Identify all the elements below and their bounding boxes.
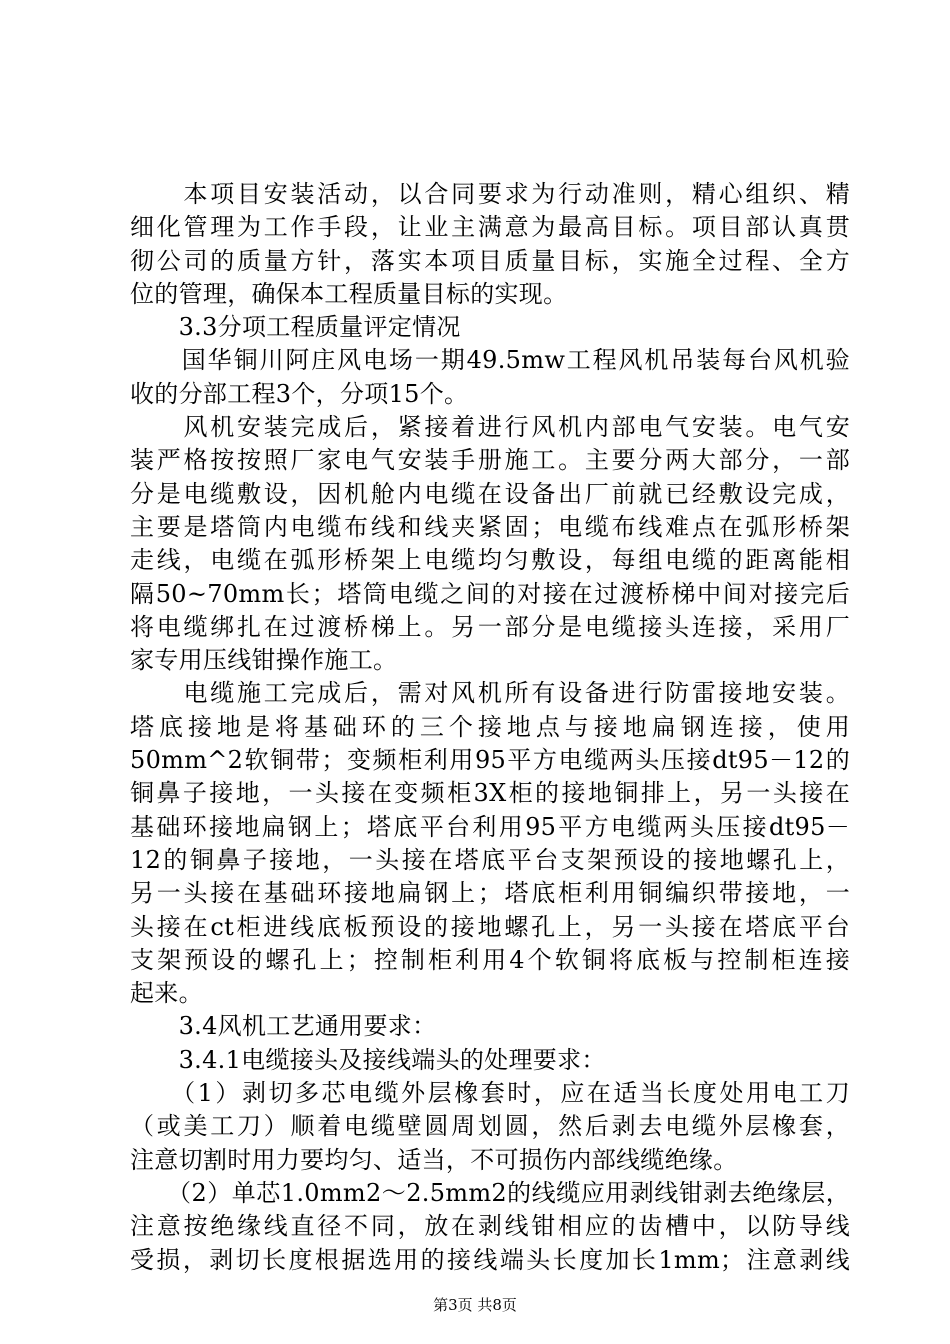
text-line: 3.4风机工艺通用要求：	[130, 1012, 437, 1041]
text-line: 主要是塔筒内电缆布线和线夹紧固；电缆布线难点在弧形桥架	[130, 512, 850, 541]
text-line: （1）剥切多芯电缆外层橡套时，应在适当长度处用电工刀	[130, 1079, 850, 1108]
text-line: 风机安装完成后，紧接着进行风机内部电气安装。电气安	[130, 413, 850, 442]
text-line: 国华铜川阿庄风电场一期49.5mw工程风机吊装每台风机验	[130, 346, 850, 375]
text-line: 注意切割时用力要均匀、适当，不可损伤内部线缆绝缘。	[130, 1145, 738, 1174]
text-line: 走线，电缆在弧形桥架上电缆均匀敷设，每组电缆的距离能相	[130, 546, 850, 575]
text-line: 另一头接在基础环接地扁钢上；塔底柜利用铜编织带接地，一	[130, 879, 850, 908]
text-line: 基础环接地扁钢上；塔底平台利用95平方电缆两头压接dt95－	[130, 812, 850, 841]
text-line: 12的铜鼻子接地，一头接在塔底平台支架预设的接地螺孔上，	[130, 845, 850, 874]
text-line: 彻公司的质量方针，落实本项目质量目标，实施全过程、全方	[130, 246, 850, 275]
document-body	[130, 178, 850, 1277]
text-line: 位的管理，确保本工程质量目标的实现。	[130, 279, 568, 308]
text-line: 分是电缆敷设，因机舱内电缆在设备出厂前就已经敷设完成，	[130, 479, 850, 508]
text-line: 本项目安装活动，以合同要求为行动准则，精心组织、精	[130, 180, 850, 208]
page-footer	[0, 1295, 950, 1315]
text-line: 隔50~70mm长；塔筒电缆之间的对接在过渡桥梯中间对接完后	[130, 579, 850, 608]
text-line: 电缆施工完成后，需对风机所有设备进行防雷接地安装。	[130, 679, 850, 708]
text-line: 将电缆绑扎在过渡桥梯上。另一部分是电缆接头连接，采用厂	[130, 612, 850, 641]
text-line: 3.3分项工程质量评定情况	[130, 313, 461, 342]
text-line: 收的分部工程3个，分项15个。	[130, 379, 469, 408]
text-line: 支架预设的螺孔上；控制柜利用4个软铜将底板与控制柜连接	[130, 945, 850, 974]
text-line: 头接在ct柜进线底板预设的接地螺孔上，另一头接在塔底平台	[130, 912, 850, 941]
text-line: 受损，剥切长度根据选用的接线端头长度加长1mm；注意剥线	[130, 1245, 850, 1274]
text-line: 起来。	[130, 979, 203, 1008]
text-line: 注意按绝缘线直径不同，放在剥线钳相应的齿槽中，以防导线	[130, 1212, 850, 1241]
text-line: 家专用压线钳操作施工。	[130, 646, 398, 675]
text-line: 铜鼻子接地，一头接在变频柜3X柜的接地铜排上，另一头接在	[130, 779, 850, 808]
page-number: 第3页 共8页	[433, 1296, 517, 1314]
text-line: 3.4.1电缆接头及接线端头的处理要求：	[130, 1045, 606, 1074]
text-line: 装严格按按照厂家电气安装手册施工。主要分两大部分，一部	[130, 446, 850, 475]
text-line: 塔底接地是将基础环的三个接地点与接地扁钢连接，使用	[130, 712, 850, 741]
text-line: （2）单芯1.0mm2～2.5mm2的线缆应用剥线钳剥去绝缘层，	[130, 1178, 850, 1207]
text-line: 50mm^2软铜带；变频柜利用95平方电缆两头压接dt95－12的	[130, 746, 850, 775]
text-line: （或美工刀）顺着电缆壁圆周划圆，然后剥去电缆外层橡套，	[130, 1112, 850, 1141]
text-line: 细化管理为工作手段，让业主满意为最高目标。项目部认真贯	[130, 213, 850, 242]
